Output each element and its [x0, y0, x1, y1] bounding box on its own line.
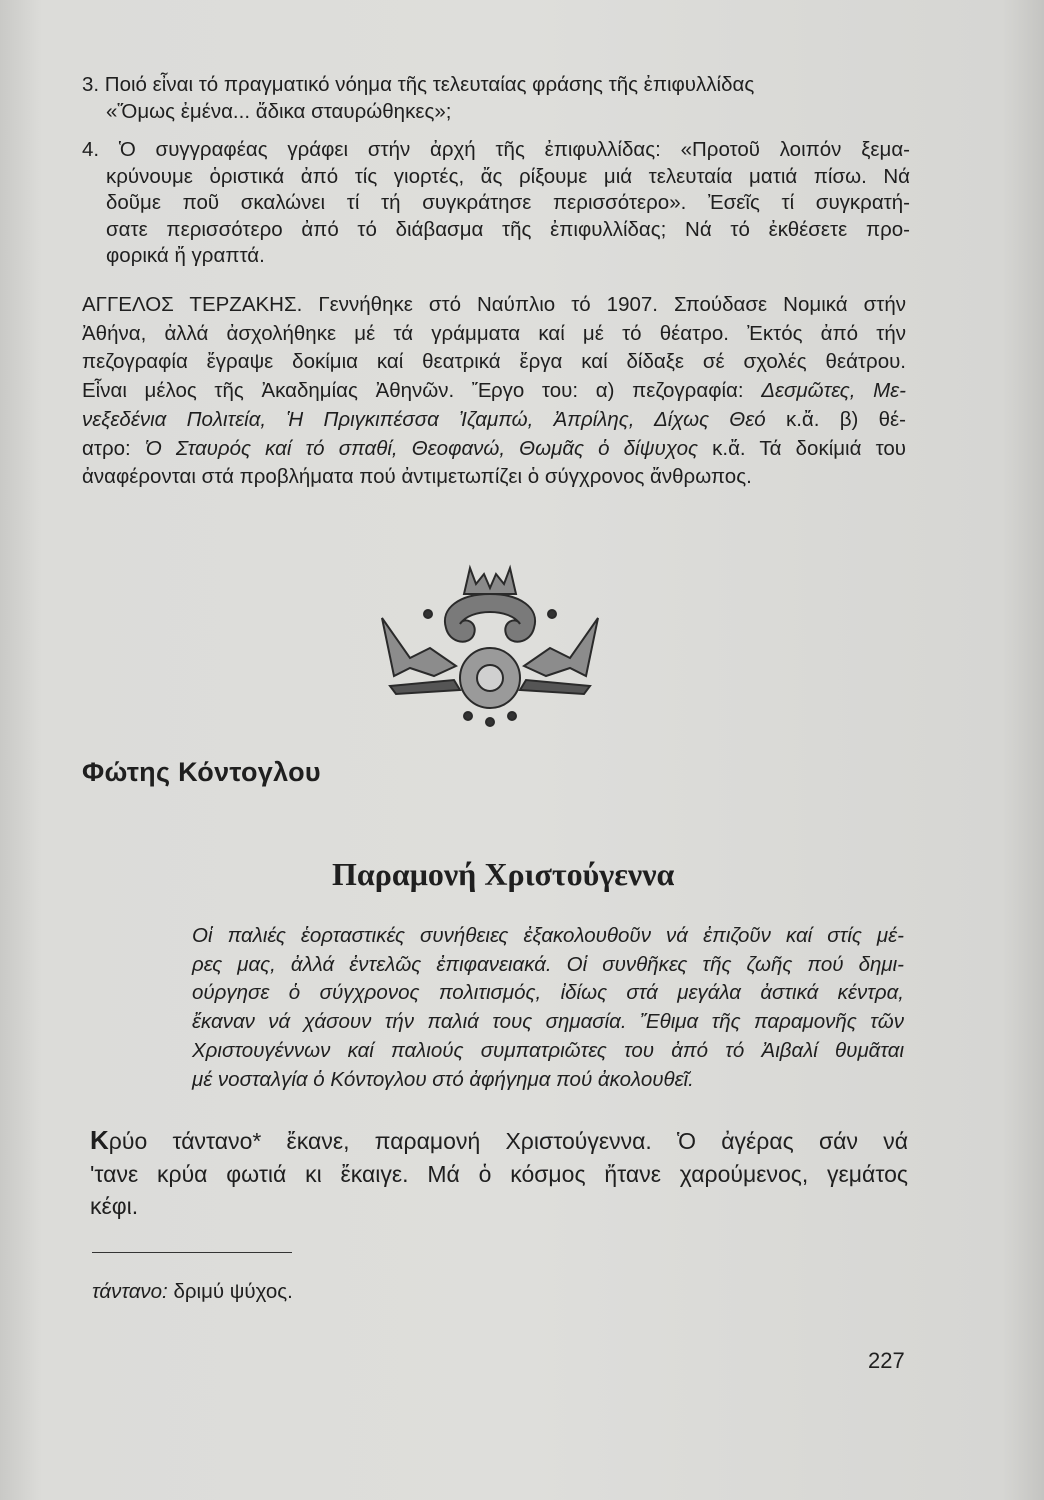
question-4-line: κρύνουμε ὁριστικά ἀπό τίς γιορτές, ἄς ρίξουμε μιά τελευταία ματιά πίσω. Νά	[106, 164, 910, 188]
footnote-definition: δριμύ ψύχος.	[173, 1280, 293, 1303]
story-introduction	[192, 922, 904, 1094]
ornament-icon	[370, 548, 610, 728]
bio-text: Εἶναι μέλος τῆς Ἀκαδημίας Ἀθηνῶν. Ἔργο του: α) πεζογραφία:	[82, 379, 744, 403]
bio-italic-works: Ὁ Σταυρός καί τό σπαθί, Θεοφανώ, Θωμᾶς ὁ δίψυχος	[144, 436, 698, 460]
intro-line: μέ νοσταλγία ὁ Κόντογλου στό ἀφήγημα πού ἀκολουθεῖ.	[192, 1067, 694, 1091]
story-text-run: ρύο τάντανο* ἔκανε, παραμονή Χριστούγεννα. Ὁ ἀγέρας σάν νά	[108, 1128, 908, 1154]
bio-italic-works: νεξεδένια Πολιτεία, Ἡ Πριγκιπέσσα Ἰζαμπώ, Ἀπρίλης, Δίχως Θεό	[82, 407, 766, 431]
story-line	[90, 1124, 908, 1158]
bio-italic-works: Δεσμῶτες, Με-	[761, 379, 906, 403]
story-text	[90, 1124, 908, 1223]
footnote-divider	[92, 1252, 292, 1253]
question-3-line: 3. Ποιό εἶναι τό πραγματικό νόημα τῆς τελευταίας φράσης τῆς ἐπιφυλλίδας	[82, 73, 755, 96]
bio-line	[82, 377, 906, 406]
question-4-line: δοῦμε ποῦ σκαλώνει τί τή συγκράτησε περισσότερο». Ἐσεῖς τί συγκρατή-	[106, 191, 910, 214]
bio-line: ΑΓΓΕΛΟΣ ΤΕΡΖΑΚΗΣ. Γεννήθηκε στό Ναύπλιο τό 1907. Σπούδασε Νομικά στήν	[82, 293, 906, 316]
bio-line	[82, 406, 906, 435]
question-4-line: σατε περισσότερο ἀπό τό διάβασμα τῆς ἐπιφυλλίδας; Νά τό ἐκθέσετε προ-	[106, 217, 910, 241]
bio-line	[82, 435, 906, 464]
bio-line: ἀναφέρονται στά προβλήματα πού ἀντιμετωπίζει ὁ σύγχρονος ἄνθρωπος.	[82, 465, 752, 489]
intro-line: Οἱ παλιές ἑορταστικές συνήθειες ἐξακολουθοῦν νά ἐπιζοῦν καί στίς μέ-	[192, 924, 904, 947]
question-4-line: φορικά ἤ γραπτά.	[106, 244, 265, 267]
bio-text: ατρο:	[82, 436, 131, 460]
drop-cap: Κ	[90, 1125, 109, 1155]
story-line: κέφι.	[90, 1193, 139, 1219]
author-biography	[82, 291, 906, 492]
intro-line: ἔκαναν νά χάσουν τήν παλιά τους σημασία. Ἔθιμα τῆς παραμονῆς τῶν	[192, 1010, 904, 1034]
intro-line: Χριστουγέννων καί παλιούς συμπατριῶτες του ἀπό τό Ἀιβαλί θυμᾶται	[192, 1038, 904, 1062]
footnote	[92, 1280, 293, 1304]
intro-line: ρες μας, ἀλλά ἐντελῶς ἐπιφανειακά. Οἱ συνθῆκες τῆς ζωῆς πού δημι-	[192, 952, 904, 976]
question-3	[82, 72, 910, 125]
question-3-line: «Ὅμως ἐμένα... ἄδικα σταυρώθηκες»;	[106, 99, 452, 123]
story-title: Παραμονή Χριστούγεννα	[332, 856, 675, 892]
bio-text: κ.ἄ. Τά δοκίμιά του	[712, 436, 907, 460]
question-4	[82, 137, 910, 270]
story-line: 'τανε κρύα φωτιά κι ἔκαιγε. Μά ὁ κόσμος ἤτανε χαρούμενος, γεμάτος	[90, 1160, 908, 1187]
footnote-term: τάντανο:	[92, 1280, 168, 1303]
page-number: 227	[868, 1348, 905, 1373]
intro-line: ούργησε ὁ σύγχρονος πολιτισμός, ἰδίως στά μεγάλα ἀστικά κέντρα,	[192, 981, 904, 1005]
bio-line: πεζογραφία ἔγραψε δοκίμια καί θεατρικά ἔργα καί δίδαξε σέ σχολές θεάτρου.	[82, 350, 906, 374]
bio-text: κ.ἄ. β) θέ-	[785, 407, 906, 431]
question-4-line: 4. Ὁ συγγραφέας γράφει στήν ἀρχή τῆς ἐπιφυλλίδας: «Προτοῦ λοιπόν ξεμα-	[82, 138, 910, 161]
bio-line: Ἀθήνα, ἀλλά ἀσχολήθηκε μέ τά γράμματα καί μέ τό θέατρο. Ἐκτός ἀπό τήν	[82, 321, 906, 345]
author-name: Φώτης Κόντογλου	[82, 757, 321, 787]
